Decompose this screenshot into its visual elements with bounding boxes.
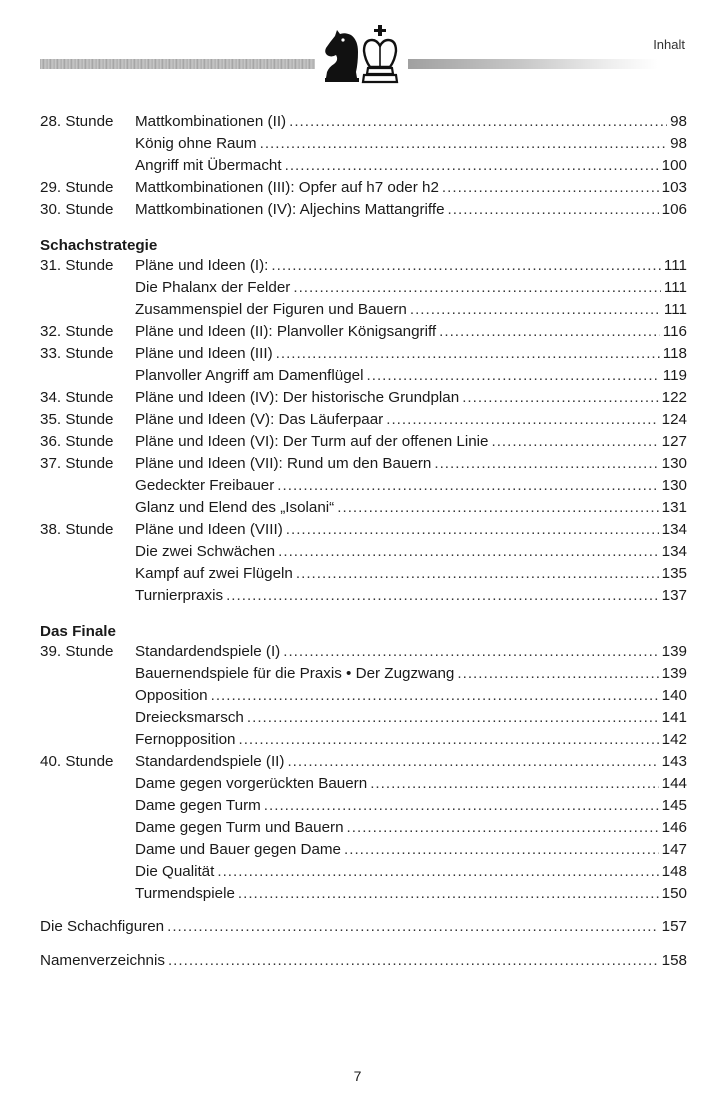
toc-entry[interactable] xyxy=(40,179,687,201)
entry-title: Dame gegen Turm und Bauern xyxy=(135,819,344,836)
toc-entry[interactable] xyxy=(40,257,687,279)
dot-leader xyxy=(238,731,658,748)
page-number: 142 xyxy=(661,731,687,748)
dot-leader xyxy=(226,587,659,604)
page-folio: 7 xyxy=(353,1068,362,1084)
page-number: 143 xyxy=(661,753,687,770)
dot-leader xyxy=(462,389,658,406)
page-number: 144 xyxy=(661,775,687,792)
entry-title: Mattkombinationen (III): Opfer auf h7 oder h2 xyxy=(135,179,439,196)
toc-entry[interactable] xyxy=(40,863,687,885)
entry-title: Dame gegen Turm xyxy=(135,797,261,814)
entry-title: Pläne und Ideen (I): xyxy=(135,257,269,274)
dot-leader xyxy=(442,179,659,196)
dot-leader xyxy=(168,952,659,969)
page-number: 111 xyxy=(663,257,687,274)
dot-leader xyxy=(491,433,658,450)
toc-entry[interactable] xyxy=(40,521,687,543)
table-of-contents xyxy=(40,113,687,974)
page-number: 111 xyxy=(663,279,687,296)
toc-entry[interactable] xyxy=(40,841,687,863)
toc-entry[interactable] xyxy=(40,797,687,819)
entry-title: Pläne und Ideen (IV): Der historische Grundplan xyxy=(135,389,460,406)
toc-entry-appendix[interactable] xyxy=(40,952,687,974)
lesson-number: 35. Stunde xyxy=(40,411,114,428)
page-number: 148 xyxy=(661,863,687,880)
entry-title: Dreiecksmarsch xyxy=(135,709,244,726)
toc-entry[interactable] xyxy=(40,819,687,841)
dot-leader xyxy=(276,345,660,362)
toc-entry[interactable] xyxy=(40,775,687,797)
page-number: 158 xyxy=(661,952,687,969)
dot-leader xyxy=(277,477,658,494)
toc-entry[interactable] xyxy=(40,301,687,323)
page-number: 150 xyxy=(661,885,687,902)
toc-entry[interactable] xyxy=(40,499,687,521)
page-number: 134 xyxy=(661,521,687,538)
toc-entry[interactable] xyxy=(40,279,687,301)
toc-entry[interactable] xyxy=(40,665,687,687)
entry-title: Turmendspiele xyxy=(135,885,235,902)
entry-title: Mattkombinationen (IV): Aljechins Mattangriffe xyxy=(135,201,445,218)
page-number: 147 xyxy=(661,841,687,858)
dot-leader xyxy=(410,301,661,318)
section-heading: Schachstrategie xyxy=(40,237,158,254)
section-heading: Das Finale xyxy=(40,623,116,640)
entry-title: Pläne und Ideen (III) xyxy=(135,345,273,362)
entry-title: Die zwei Schwächen xyxy=(135,543,276,560)
dot-leader xyxy=(217,863,658,880)
lesson-number: 29. Stunde xyxy=(40,179,114,196)
entry-title: Gedeckter Freibauer xyxy=(135,477,275,494)
dot-leader xyxy=(283,643,658,660)
page-number: 145 xyxy=(661,797,687,814)
dot-leader xyxy=(278,543,659,560)
dot-leader xyxy=(260,135,668,152)
dot-leader xyxy=(457,665,658,682)
toc-entry[interactable] xyxy=(40,687,687,709)
toc-entry[interactable] xyxy=(40,345,687,367)
toc-entry[interactable] xyxy=(40,113,687,135)
dot-leader xyxy=(247,709,659,726)
lesson-number: 36. Stunde xyxy=(40,433,114,450)
dot-leader xyxy=(285,157,659,174)
toc-entry[interactable] xyxy=(40,885,687,907)
toc-entry[interactable] xyxy=(40,157,687,179)
lesson-number: 30. Stunde xyxy=(40,201,114,218)
page-number: 131 xyxy=(661,499,687,516)
section-label: Inhalt xyxy=(653,37,685,52)
entry-title: Standardendspiele (II) xyxy=(135,753,285,770)
page-number: 140 xyxy=(661,687,687,704)
dot-leader xyxy=(367,367,660,384)
dot-leader xyxy=(344,841,659,858)
dot-leader xyxy=(293,279,661,296)
toc-entry[interactable] xyxy=(40,565,687,587)
page-number: 106 xyxy=(661,201,687,218)
page-number: 137 xyxy=(661,587,687,604)
lesson-number: 37. Stunde xyxy=(40,455,114,472)
page-number: 116 xyxy=(662,323,687,340)
toc-entry[interactable] xyxy=(40,643,687,665)
entry-title: Turnierpraxis xyxy=(135,587,224,604)
lesson-number: 28. Stunde xyxy=(40,113,114,130)
toc-entry[interactable] xyxy=(40,367,687,389)
entry-title: Pläne und Ideen (V): Das Läuferpaar xyxy=(135,411,384,428)
page-number: 119 xyxy=(662,367,687,384)
page-number: 98 xyxy=(670,113,687,130)
entry-title: Dame gegen vorgerückten Bauern xyxy=(135,775,368,792)
entry-title: König ohne Raum xyxy=(135,135,257,152)
lesson-number: 33. Stunde xyxy=(40,345,114,362)
entry-title: Glanz und Elend des „Isolani“ xyxy=(135,499,335,516)
page-number: 135 xyxy=(661,565,687,582)
dot-leader xyxy=(271,257,661,274)
toc-entry[interactable] xyxy=(40,477,687,499)
page-number: 124 xyxy=(661,411,687,428)
toc-entry[interactable] xyxy=(40,411,687,433)
dot-leader xyxy=(434,455,658,472)
entry-title: Zusammenspiel der Figuren und Bauern xyxy=(135,301,407,318)
entry-title: Angriff mit Übermacht xyxy=(135,157,282,174)
dot-leader xyxy=(337,499,658,516)
page-number: 134 xyxy=(661,543,687,560)
toc-entry[interactable] xyxy=(40,709,687,731)
page-number: 118 xyxy=(662,345,687,362)
toc-entry[interactable] xyxy=(40,455,687,477)
dot-leader xyxy=(448,201,659,218)
page-number: 122 xyxy=(661,389,687,406)
dot-leader xyxy=(386,411,658,428)
header-rule-left xyxy=(40,59,315,69)
page-number: 139 xyxy=(661,643,687,660)
toc-entry[interactable] xyxy=(40,587,687,609)
toc-entry[interactable] xyxy=(40,753,687,775)
dot-leader xyxy=(289,113,667,130)
page-number: 157 xyxy=(661,918,687,935)
lesson-number: 39. Stunde xyxy=(40,643,114,660)
entry-title: Mattkombinationen (II) xyxy=(135,113,287,130)
entry-title: Opposition xyxy=(135,687,208,704)
entry-title: Pläne und Ideen (VIII) xyxy=(135,521,283,538)
page-number: 139 xyxy=(661,665,687,682)
dot-leader xyxy=(211,687,659,704)
entry-title: Pläne und Ideen (II): Planvoller Königsangriff xyxy=(135,323,437,340)
dot-leader xyxy=(287,753,658,770)
toc-entry[interactable] xyxy=(40,389,687,411)
entry-title: Standardendspiele (I) xyxy=(135,643,281,660)
dot-leader xyxy=(264,797,659,814)
lesson-number: 38. Stunde xyxy=(40,521,114,538)
dot-leader xyxy=(238,885,659,902)
dot-leader xyxy=(370,775,658,792)
dot-leader xyxy=(167,918,659,935)
entry-title: Planvoller Angriff am Damenflügel xyxy=(135,367,364,384)
toc-entry[interactable] xyxy=(40,433,687,455)
page-number: 100 xyxy=(661,157,687,174)
page-number: 141 xyxy=(661,709,687,726)
toc-entry[interactable] xyxy=(40,135,687,157)
lesson-number: 40. Stunde xyxy=(40,753,114,770)
toc-entry[interactable] xyxy=(40,731,687,753)
page-number: 130 xyxy=(661,455,687,472)
lesson-number: 31. Stunde xyxy=(40,257,114,274)
page-number: 98 xyxy=(670,135,687,152)
page-number: 146 xyxy=(661,819,687,836)
page-number: 130 xyxy=(661,477,687,494)
dot-leader xyxy=(296,565,659,582)
header-rule-right xyxy=(408,59,658,69)
entry-title: Pläne und Ideen (VI): Der Turm auf der offenen Linie xyxy=(135,433,489,450)
entry-title: Kampf auf zwei Flügeln xyxy=(135,565,293,582)
running-header xyxy=(0,0,715,95)
entry-title: Die Qualität xyxy=(135,863,215,880)
page-number: 111 xyxy=(663,301,687,318)
entry-title: Namenverzeichnis xyxy=(40,952,165,969)
page-number: 127 xyxy=(661,433,687,450)
chess-knight-king-icon xyxy=(320,22,404,84)
lesson-number: 32. Stunde xyxy=(40,323,114,340)
entry-title: Dame und Bauer gegen Dame xyxy=(135,841,342,858)
toc-entry[interactable] xyxy=(40,201,687,223)
entry-title: Pläne und Ideen (VII): Rund um den Bauern xyxy=(135,455,432,472)
page-number: 103 xyxy=(661,179,687,196)
entry-title: Bauernendspiele für die Praxis • Der Zugzwang xyxy=(135,665,455,682)
entry-title: Fernopposition xyxy=(135,731,236,748)
dot-leader xyxy=(286,521,659,538)
lesson-number: 34. Stunde xyxy=(40,389,114,406)
dot-leader xyxy=(347,819,659,836)
entry-title: Die Phalanx der Felder xyxy=(135,279,291,296)
toc-entry-appendix[interactable] xyxy=(40,918,687,940)
toc-entry[interactable] xyxy=(40,543,687,565)
toc-entry[interactable] xyxy=(40,323,687,345)
dot-leader xyxy=(439,323,660,340)
entry-title: Die Schachfiguren xyxy=(40,918,165,935)
